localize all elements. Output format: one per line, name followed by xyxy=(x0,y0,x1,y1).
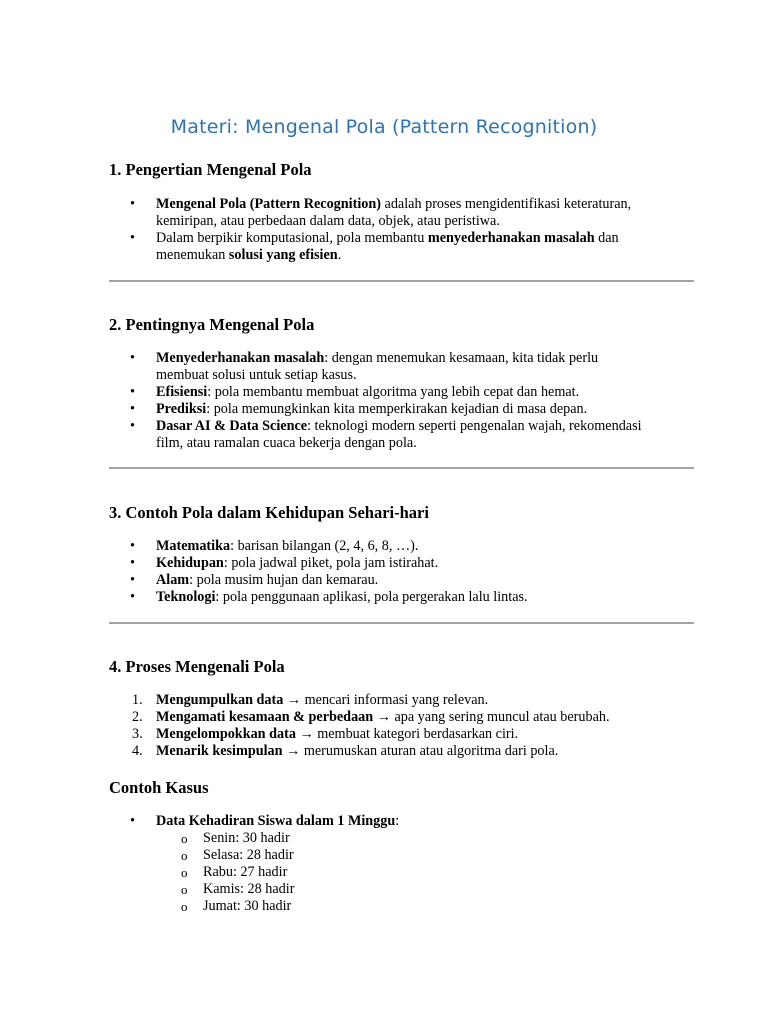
text: film, atau ramalan cuaca bekerja dengan pola. xyxy=(156,435,417,451)
text: : barisan bilangan (2, 4, 6, 8, …). xyxy=(230,538,419,554)
term: solusi yang efisien xyxy=(228,247,338,263)
list-item xyxy=(109,418,699,452)
horizontal-divider xyxy=(109,280,694,282)
text: : pola membantu membuat algoritma yang lebih cepat dan hemat. xyxy=(207,384,580,400)
section-3-heading: 3. Contoh Pola dalam Kehidupan Sehari-hari xyxy=(109,503,429,522)
circle-bullet-icon: o xyxy=(181,882,188,897)
list-number: 4. xyxy=(132,743,143,759)
text: membuat solusi untuk setiap kasus. xyxy=(156,367,357,383)
arrow-icon: → xyxy=(376,709,391,725)
bullet-icon: • xyxy=(130,555,135,571)
term: Prediksi xyxy=(156,401,207,417)
document-title: Materi: Mengenal Pola (Pattern Recognition) xyxy=(170,116,598,138)
list-item xyxy=(109,589,699,606)
term: Menarik kesimpulan xyxy=(156,743,283,759)
arrow-icon: → xyxy=(286,743,301,759)
list-number: 1. xyxy=(132,692,143,708)
list-item xyxy=(109,196,699,230)
list-item xyxy=(109,743,699,760)
list-item xyxy=(109,813,699,915)
sub-list-item xyxy=(156,847,699,864)
text: : teknologi modern seperti pengenalan wajah, rekomendasi xyxy=(307,418,642,434)
section-5-list xyxy=(109,813,699,915)
bullet-icon: • xyxy=(130,230,135,246)
text: Dalam berpikir komputasional, pola membantu xyxy=(156,230,428,246)
list-item xyxy=(109,350,699,384)
text: kemiripan, atau perbedaan dalam data, objek, atau peristiwa. xyxy=(156,213,500,229)
bullet-icon: • xyxy=(130,196,135,212)
term: Mengelompokkan data xyxy=(156,726,296,742)
bullet-icon: • xyxy=(130,350,135,366)
section-1-heading: 1. Pengertian Mengenal Pola xyxy=(109,160,312,179)
list-number: 2. xyxy=(132,709,143,725)
text: : pola musim hujan dan kemarau. xyxy=(189,572,379,588)
text: : pola penggunaan aplikasi, pola pergerakan lalu lintas. xyxy=(215,589,528,605)
bullet-icon: • xyxy=(130,401,135,417)
circle-bullet-icon: o xyxy=(181,848,188,863)
text: merumuskan aturan atau algoritma dari pola. xyxy=(300,743,559,759)
bullet-icon: • xyxy=(130,813,135,829)
text: : xyxy=(395,813,400,829)
arrow-icon: → xyxy=(299,726,314,742)
circle-bullet-icon: o xyxy=(181,831,188,846)
section-5-heading: Contoh Kasus xyxy=(109,778,209,797)
horizontal-divider xyxy=(109,467,694,469)
horizontal-divider xyxy=(109,622,694,624)
section-4-heading: 4. Proses Mengenali Pola xyxy=(109,657,285,676)
bullet-icon: • xyxy=(130,572,135,588)
term: Mengamati kesamaan & perbedaan xyxy=(156,709,374,725)
list-item xyxy=(109,384,699,401)
term: Data Kehadiran Siswa dalam 1 Minggu xyxy=(156,813,396,829)
text: membuat kategori berdasarkan ciri. xyxy=(313,726,519,742)
list-number: 3. xyxy=(132,726,143,742)
text: Selasa: 28 hadir xyxy=(203,847,294,863)
bullet-icon: • xyxy=(130,538,135,554)
list-item xyxy=(109,572,699,589)
term: Mengumpulkan data xyxy=(156,692,284,708)
term: Kehidupan xyxy=(156,555,224,571)
text: Senin: 30 hadir xyxy=(203,830,290,846)
text: : dengan menemukan kesamaan, kita tidak perlu xyxy=(324,350,599,366)
term: Matematika xyxy=(156,538,231,554)
text: : pola memungkinkan kita memperkirakan kejadian di masa depan. xyxy=(206,401,588,417)
term: Teknologi xyxy=(156,589,216,605)
section-2-list xyxy=(109,350,699,452)
circle-bullet-icon: o xyxy=(181,899,188,914)
circle-bullet-icon: o xyxy=(181,865,188,880)
text: menemukan xyxy=(156,247,229,263)
bullet-icon: • xyxy=(130,589,135,605)
text: Rabu: 27 hadir xyxy=(203,864,288,880)
text: : pola jadwal piket, pola jam istirahat. xyxy=(223,555,439,571)
arrow-icon: → xyxy=(286,692,302,708)
list-item xyxy=(109,538,699,555)
list-item xyxy=(109,726,699,743)
section-4-list xyxy=(109,692,699,760)
sub-list-item xyxy=(156,898,699,915)
section-3-list xyxy=(109,538,699,606)
list-item xyxy=(109,230,699,264)
sub-list-item xyxy=(156,864,699,881)
section-1-list xyxy=(109,196,699,264)
term: Dasar AI & Data Science xyxy=(156,418,308,434)
text: apa yang sering muncul atau berubah. xyxy=(390,709,610,725)
term: menyederhanakan masalah xyxy=(427,230,595,246)
sub-list-item xyxy=(156,830,699,847)
list-item xyxy=(109,692,699,709)
bullet-icon: • xyxy=(130,384,135,400)
term: Efisiensi xyxy=(156,384,208,400)
text: Jumat: 30 hadir xyxy=(203,898,292,914)
text: dan xyxy=(594,230,619,246)
term: Menyederhanakan masalah xyxy=(156,350,325,366)
text: mencari informasi yang relevan. xyxy=(301,692,489,708)
sub-list xyxy=(156,830,699,915)
text: . xyxy=(337,247,342,263)
list-item xyxy=(109,709,699,726)
text: Kamis: 28 hadir xyxy=(203,881,295,897)
list-item xyxy=(109,401,699,418)
term: Mengenal Pola (Pattern Recognition) xyxy=(156,196,381,212)
term: Alam xyxy=(156,572,190,588)
section-2-heading: 2. Pentingnya Mengenal Pola xyxy=(109,315,315,334)
text: adalah proses mengidentifikasi keteraturan, xyxy=(380,196,632,212)
sub-list-item xyxy=(156,881,699,898)
list-item xyxy=(109,555,699,572)
bullet-icon: • xyxy=(130,418,135,434)
